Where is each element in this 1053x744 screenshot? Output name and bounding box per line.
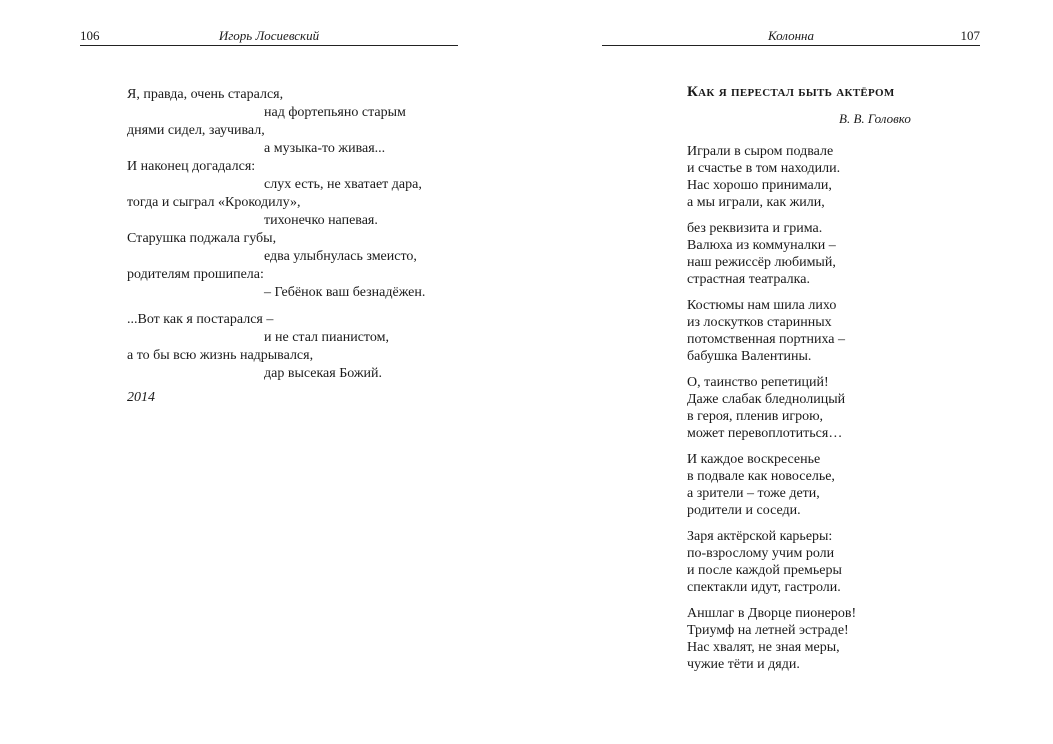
poem-line: страстная театралка. xyxy=(687,272,810,287)
running-head-section: Колонна xyxy=(767,28,815,43)
poem-line: и не стал пианистом, xyxy=(264,330,389,345)
page-number: 106 xyxy=(80,28,100,43)
poem-line: бабушка Валентины. xyxy=(687,349,812,364)
page-number: 107 xyxy=(960,28,980,43)
stanza xyxy=(687,143,856,211)
poem-author: В. В. Головко xyxy=(839,111,911,126)
poem-line: по-взрослому учим роли xyxy=(687,546,835,561)
poem-line: из лоскутков старинных xyxy=(687,315,832,330)
poem-line: Аншлаг в Дворце пионеров! xyxy=(687,606,857,621)
poem-line: чужие тёти и дяди. xyxy=(687,657,800,672)
poem-line: Нас хорошо принимали, xyxy=(687,178,832,193)
poem-line: Я, правда, очень старался, xyxy=(127,87,284,102)
left-page-header xyxy=(80,28,458,46)
poem-line: – Гебёнок ваш безнадёжен. xyxy=(264,285,426,300)
poem-line: родителям прошипела: xyxy=(127,267,264,282)
poem-line: а зрители – тоже дети, xyxy=(687,486,820,501)
poem-line: а мы играли, как жили, xyxy=(687,195,825,210)
stanza xyxy=(687,528,856,596)
poem-line: и после каждой премьеры xyxy=(687,563,842,578)
stanza xyxy=(687,220,856,288)
poem-line: днями сидел, заучивал, xyxy=(127,123,265,138)
poem-line: родители и соседи. xyxy=(687,503,801,518)
running-head-author: Игорь Лосиевский xyxy=(218,28,320,43)
poem-line: а музыка-то живая... xyxy=(264,141,386,156)
stanza xyxy=(687,605,856,673)
right-page xyxy=(527,0,1053,744)
stanza xyxy=(687,451,856,519)
poem-line: тогда и сыграл «Крокодилу», xyxy=(127,195,301,210)
poem-line: Заря актёрской карьеры: xyxy=(687,529,833,544)
poem-line: Нас хвалят, не зная меры, xyxy=(687,640,840,655)
left-poem xyxy=(127,86,425,383)
left-page xyxy=(0,0,526,744)
poem-line: ...Вот как я постарался – xyxy=(127,312,274,327)
poem-line: потомственная портниха – xyxy=(687,332,845,347)
poem-line: а то бы всю жизнь надрывался, xyxy=(127,348,314,363)
poem-line: И наконец догадался: xyxy=(127,159,256,174)
poem-line: и счастье в том находили. xyxy=(687,161,841,176)
stanza xyxy=(687,297,856,365)
poem-line: в героя, пленив игрою, xyxy=(687,409,824,424)
poem-line: Валюха из коммуналки – xyxy=(687,238,836,253)
poem-line: Играли в сыром подвале xyxy=(687,144,834,159)
poem-line: тихонечко напевая. xyxy=(264,213,378,228)
poem-line: Костюмы нам шила лихо xyxy=(687,298,837,313)
stanza-gap xyxy=(127,302,425,311)
poem-line: дар высекая Божий. xyxy=(264,366,383,381)
poem-line: в подвале как новоселье, xyxy=(687,469,835,484)
poem-line: над фортепьяно старым xyxy=(264,105,406,120)
poem-line: без реквизита и грима. xyxy=(687,221,823,236)
poem-line: Старушка поджала губы, xyxy=(127,231,277,246)
right-page-header xyxy=(602,28,980,46)
poem-title: Как я перестал быть актёром xyxy=(687,84,895,100)
poem-line: О, таинство репетиций! xyxy=(687,375,829,390)
poem-line: может перевоплотиться… xyxy=(687,426,843,441)
poem-line: слух есть, не хватает дара, xyxy=(264,177,422,192)
poem-date: 2014 xyxy=(127,390,155,405)
stanza xyxy=(687,374,856,442)
poem-line: Триумф на летней эстраде! xyxy=(687,623,849,638)
poem-line: едва улыбнулась змеисто, xyxy=(264,249,417,264)
poem-line: спектакли идут, гастроли. xyxy=(687,580,841,595)
poem-line: Даже слабак бледнолицый xyxy=(687,392,846,407)
poem-line: наш режиссёр любимый, xyxy=(687,255,836,270)
right-poem xyxy=(687,143,856,682)
poem-line: И каждое воскресенье xyxy=(687,452,821,467)
